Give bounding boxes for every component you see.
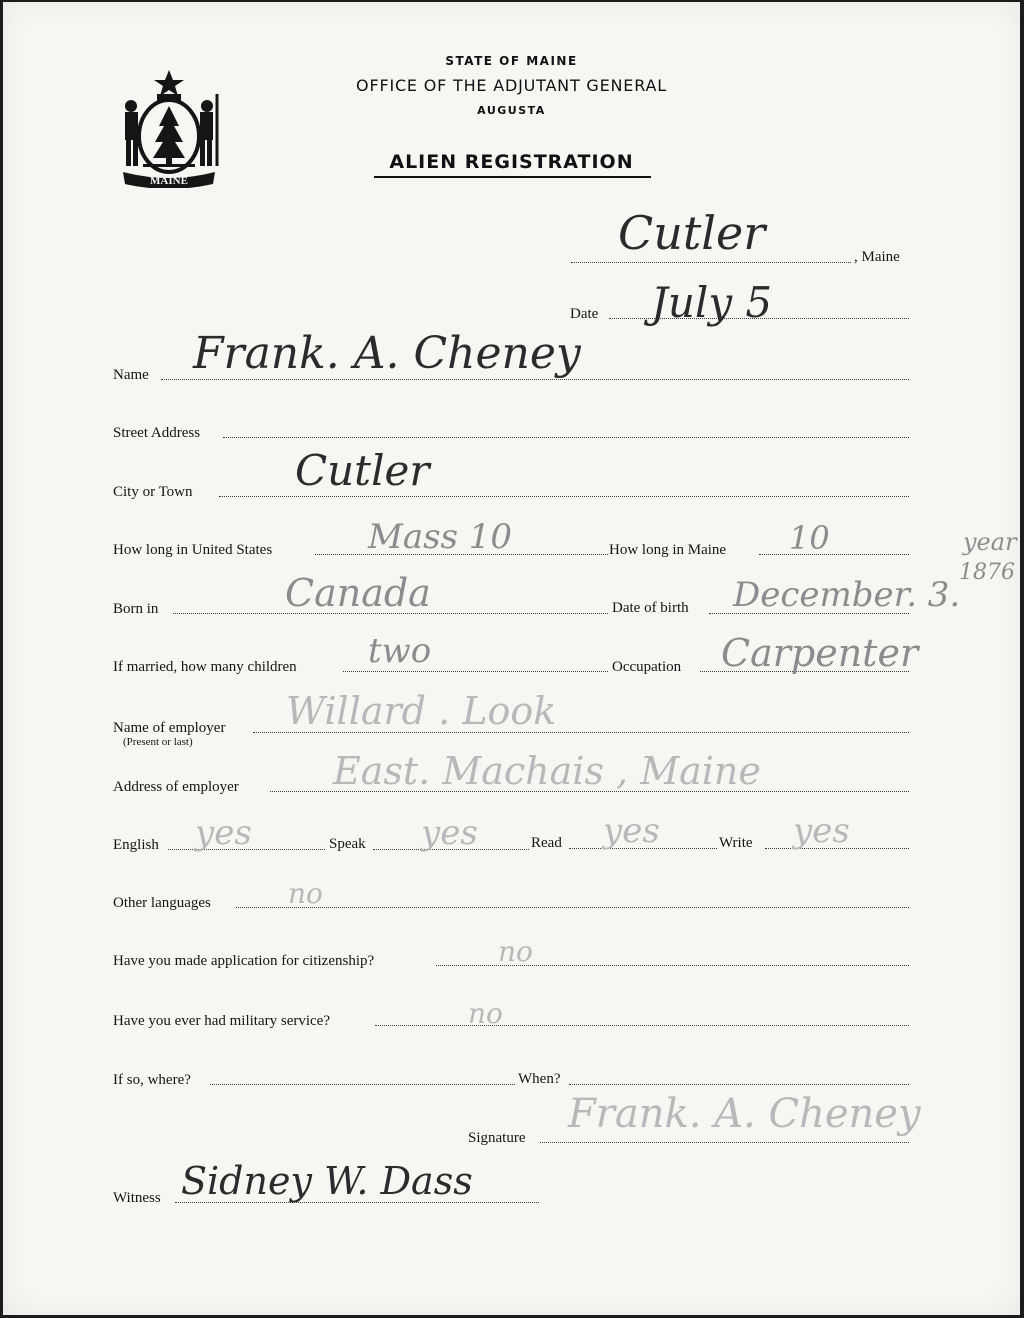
- street-address-line: [223, 437, 909, 438]
- header-state: STATE OF MAINE: [445, 54, 578, 68]
- occupation-label: Occupation: [612, 659, 682, 675]
- maine-label: , Maine: [854, 249, 900, 265]
- how-long-maine-line: [759, 554, 909, 555]
- registration-form: [3, 2, 1020, 1315]
- signature-line: [540, 1142, 909, 1143]
- signature-label: Signature: [468, 1130, 526, 1146]
- if-so-where-label: If so, where?: [113, 1072, 191, 1088]
- town-value: Cutler: [618, 206, 766, 260]
- read-label: Read: [531, 835, 562, 851]
- speak-label: Speak: [329, 836, 366, 852]
- witness-value: Sidney W. Dass: [181, 1159, 473, 1203]
- children-line: [343, 671, 608, 672]
- speak-value: yes: [421, 813, 478, 853]
- date-of-birth-label: Date of birth: [612, 600, 689, 616]
- date-value: July 5: [651, 278, 773, 327]
- when-line: [569, 1084, 909, 1085]
- how-long-maine-note: year: [963, 528, 1017, 556]
- birth-year-value: 1876: [959, 560, 1015, 585]
- name-line: [161, 379, 909, 380]
- employer-name-note: (Present or last): [123, 736, 193, 748]
- employer-name-value: Willard . Look: [286, 689, 557, 733]
- employer-name-label: Name of employer: [113, 720, 226, 736]
- date-label: Date: [570, 306, 599, 322]
- header-office: OFFICE OF THE ADJUTANT GENERAL: [356, 76, 667, 95]
- born-in-value: Canada: [285, 571, 431, 615]
- city-line: [219, 496, 909, 497]
- english-value: yes: [195, 813, 252, 853]
- military-label: Have you ever had military service?: [113, 1013, 330, 1029]
- occupation-value: Carpenter: [721, 631, 919, 675]
- write-value: yes: [793, 811, 850, 851]
- if-so-where-line: [210, 1084, 515, 1085]
- employer-address-label: Address of employer: [113, 779, 239, 795]
- name-value: Frank. A. Cheney: [193, 328, 581, 379]
- born-in-label: Born in: [113, 601, 159, 617]
- witness-label: Witness: [113, 1190, 161, 1206]
- street-address-label: Street Address: [113, 425, 201, 441]
- town-line: [571, 262, 851, 263]
- how-long-maine-value: 10: [789, 519, 830, 557]
- military-line: [375, 1025, 909, 1026]
- employer-address-value: East. Machais , Maine: [333, 749, 761, 793]
- page-title: ALIEN REGISTRATION: [389, 151, 634, 173]
- signature-value: Frank. A. Cheney: [568, 1091, 921, 1137]
- children-value: two: [368, 631, 432, 671]
- read-value: yes: [603, 811, 660, 851]
- military-value: no: [468, 997, 503, 1030]
- date-of-birth-value: December. 3.: [733, 575, 961, 615]
- name-label: Name: [113, 367, 149, 383]
- when-label: When?: [518, 1071, 561, 1087]
- other-languages-label: Other languages: [113, 895, 211, 911]
- title-underline: [374, 176, 651, 178]
- how-long-us-value: Mass 10: [368, 517, 513, 557]
- other-languages-value: no: [288, 877, 323, 910]
- how-long-us-label: How long in United States: [113, 542, 273, 558]
- city-label: City or Town: [113, 484, 193, 500]
- other-languages-line: [236, 907, 909, 908]
- write-label: Write: [719, 835, 753, 851]
- how-long-maine-label: How long in Maine: [609, 542, 727, 558]
- seal-banner-text: MAINE: [150, 175, 188, 187]
- citizenship-value: no: [498, 935, 533, 968]
- children-label: If married, how many children: [113, 659, 297, 675]
- citizenship-label: Have you made application for citizenship?: [113, 953, 375, 969]
- english-label: English: [113, 837, 159, 853]
- city-value: Cutler: [295, 446, 430, 495]
- header-city: AUGUSTA: [477, 104, 546, 117]
